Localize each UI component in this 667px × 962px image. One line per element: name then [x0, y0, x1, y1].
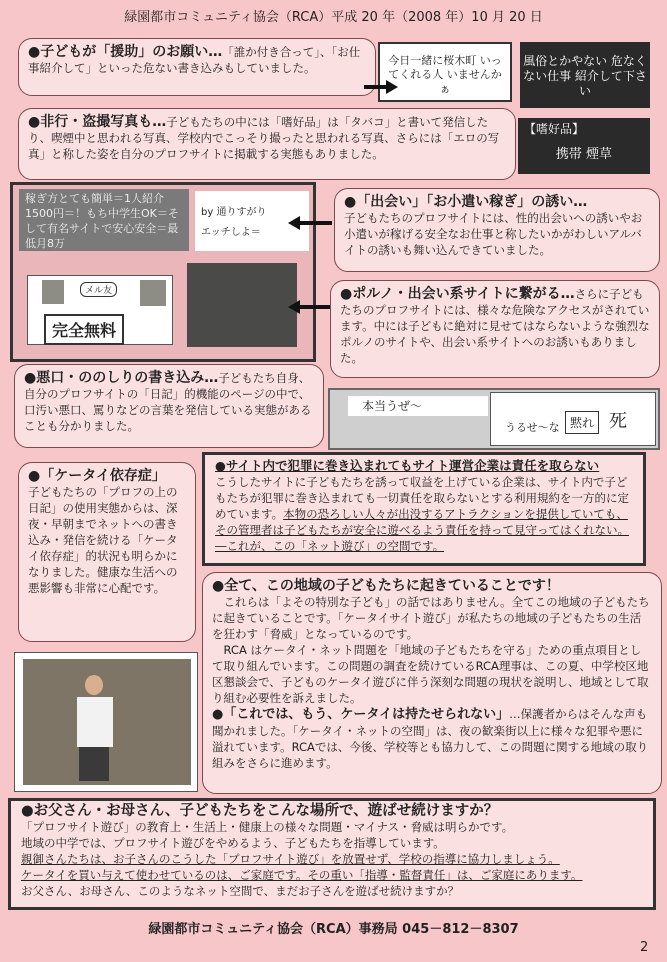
section-body: 子どもたち自身、自分のプロフサイトの「日記」的機能のページの中で、口汚い悪口、罵りなどの言葉を発信している実態があることも分かりました。: [24, 371, 312, 433]
preference-label: 【嗜好品】: [524, 122, 585, 136]
diary-text-a: 本当うぜ～: [348, 396, 488, 416]
ads-text-image: [19, 189, 189, 251]
section-title: ●全て、この地域の子どもたちに起きていることです！: [212, 578, 560, 594]
section-title: ●子どもが「援助」のお願い…: [28, 44, 223, 60]
section-phone-addiction: [18, 462, 196, 642]
diary-panel: [490, 392, 656, 446]
header: 緑園都市コミュニティ協会（RCA）平成 20 年（2008 年）10 月 20 日: [124, 10, 543, 25]
mail-friend-tag: メル友: [80, 282, 117, 297]
hand-photo: [140, 280, 166, 306]
ads-screenshot-group: [10, 182, 316, 362]
section-body: 子どもたちの中には「嗜好品」は「タバコ」と書いて発信したり、喫煙中と思われる写真、学校内でこっそり撮ったと思われる写真、さらには「エロの写真」と称した姿を自分のプロフサイトに掲載する実態もありました。: [28, 115, 500, 161]
section-title: ●サイト内で犯罪に巻き込まれてもサイト運営企業は責任を取らない: [215, 458, 600, 473]
arrow-left-icon: [288, 218, 332, 228]
section-body: 子どもたちの「プロフの上の日記」の使用実態からは、深夜・早朝までネットへの書き込み・発信を続ける「ケータイ依存症」的状況も明らかになりました。健康な生活への悪影響も非常に心配です。: [28, 485, 178, 595]
section-body-2: 本物の恐ろしい人々が出没するアトラクションを提供していても、その管理者は子どもたちが安全に遊べるよう責任を持って見守ってはくれない。: [215, 507, 629, 537]
section-operator-responsibility: [202, 452, 646, 566]
section-body: 子どもたちのプロフサイトには、性的出会いへの誘いやお小遣いが稼げる安全なお仕事と称したいかがわしいアルバイトの誘いも舞い込んできていました。: [344, 211, 643, 257]
section-title: ●ポルノ・出会い系サイトに繋がる…: [340, 286, 575, 302]
meet-text: 今日一緒に桜木町 いってくれる人 いませんかぁ: [388, 54, 502, 95]
section-paragraph-3: …保護者からはそんな声も聞かれました。「ケータイ・ネットの空間」は、夜の歓楽街以上に様々な犯罪や悪に溢れています。RCAでは、今後、学校等とも協力して、この問題に関する地域の取り組みをさらに進めます。: [212, 707, 649, 770]
section-title: ●悪口・ののしりの書き込み…: [24, 370, 219, 386]
job-text: 風俗とかやない 危なくない仕事 紹介して下さい: [523, 54, 647, 98]
ads-text: 稼ぎ方とても簡単＝1人紹介1500円＝！もち中学生OK＝そして有名サイトで安心安全＝最低月8万: [25, 192, 179, 250]
section-help-request: [18, 38, 376, 96]
page-number: 2: [640, 940, 649, 955]
section-delinquency-photos: [18, 108, 516, 180]
speaker-shirt: [77, 697, 113, 747]
diary-text-b: うるせ～な: [505, 421, 560, 434]
section-body-3: ―これが、この「ネット遊び」の空間です。: [215, 539, 445, 553]
section-title: ●お父さん・お母さん、子どもたちをこんな場所で、遊ばせ続けますか？: [21, 803, 499, 819]
section-title: ●非行・盗撮写真も…: [28, 114, 167, 130]
diary-screenshot: [328, 388, 660, 450]
preference-screenshot: [518, 118, 650, 174]
section-body: さらに子どもたちのプロフサイトには、様々な危険なアクセスがされています。中には子どもに絶対に見せてはならないような強烈なポルノのサイトや、出会い系サイトへのお誘いもありました。: [340, 287, 650, 365]
section-title: ●「ケータイ依存症」: [28, 468, 166, 484]
section-verbal-abuse: [14, 364, 324, 448]
section-solicitation: [334, 188, 660, 272]
meet-screenshot: [378, 42, 512, 102]
section-title: ●「出会い」「お小遣い稼ぎ」の誘い…: [344, 194, 588, 210]
job-screenshot: [520, 42, 650, 108]
diary-text-c: 黙れ: [565, 411, 599, 434]
ads-e: エッチしよ＝: [201, 227, 261, 238]
appeal-line-4: ケータイを買い与えて使わせているのは、ご家庭です。その重い「指導・監督責任」は、ご家庭にあります。: [21, 868, 583, 882]
appeal-line-5: お父さん、お母さん、このようなネット空間で、まだお子さんを遊ばせ続けますか？: [21, 884, 460, 898]
diary-text-d: 死: [609, 411, 627, 432]
section-parents-appeal: [8, 798, 656, 910]
appeal-line-1: 「プロフサイト遊び」の教育上・生活上・健康上の様々な問題・マイナス・脅威は明らかです。: [21, 820, 514, 834]
section-paragraph-1: これらは「よその特別な子ども」の話ではありません。全てこの地域の子どもたちに起きていることです。「ケータイサイト遊び」が私たちの地域の子どもたちの生活を狂わす「脅威」となっているのです。: [212, 595, 650, 641]
section-body: 「誰か付き合って」、「お仕事紹介して」といった危ない書き込みもしていました。: [28, 45, 361, 75]
arrow-left-icon: [288, 302, 330, 312]
hand-photo: [42, 280, 64, 304]
section-body-1: こうしたサイトに子どもたちを誘って収益を上げている企業は、サイト内で子どもたちが犯罪に巻き込まれても一切責任を取らないとする利用規約を一方的に定めています。: [215, 475, 629, 521]
free-ad-image: [27, 275, 173, 345]
free-label: 完全無料: [44, 314, 124, 345]
appeal-line-3: 親御さんたちは、お子さんのこうした「プロフサイト遊び」を放置せず、学校の指導に協力しましょう。: [21, 852, 560, 866]
appeal-line-2: 地域の中学では、プロフサイト遊びをやめるよう、子どもたちを指導しています。: [21, 836, 445, 850]
footer: 緑園都市コミュニティ協会（RCA）事務局 045－812－8307: [148, 922, 519, 937]
section-paragraph-2: RCA はケータイ・ネット問題を「地域の子どもたちを守る」ための重点項目として取り組んでいます。この問題の調査を続けているRCA理事は、この夏、中学校区地区懇談会で、子どものケータイ遊びに伴う深刻な問題の現状を説明し、地域として取り組む必要性を訴えました。: [212, 643, 649, 705]
preference-value: 携帯 煙草: [555, 147, 613, 162]
section-local-children: [202, 572, 662, 794]
speaker-trousers: [79, 747, 109, 781]
section-porn-sites: [330, 280, 660, 378]
ads-by: by 通りすがり: [201, 207, 267, 218]
speaker-head: [85, 675, 103, 695]
meeting-photo: [14, 652, 198, 792]
section-subtitle: ●「これでは、もう、ケータイは持たせられない」: [212, 707, 510, 722]
explicit-photo: [187, 263, 297, 347]
arrow-right-icon: [364, 82, 398, 92]
